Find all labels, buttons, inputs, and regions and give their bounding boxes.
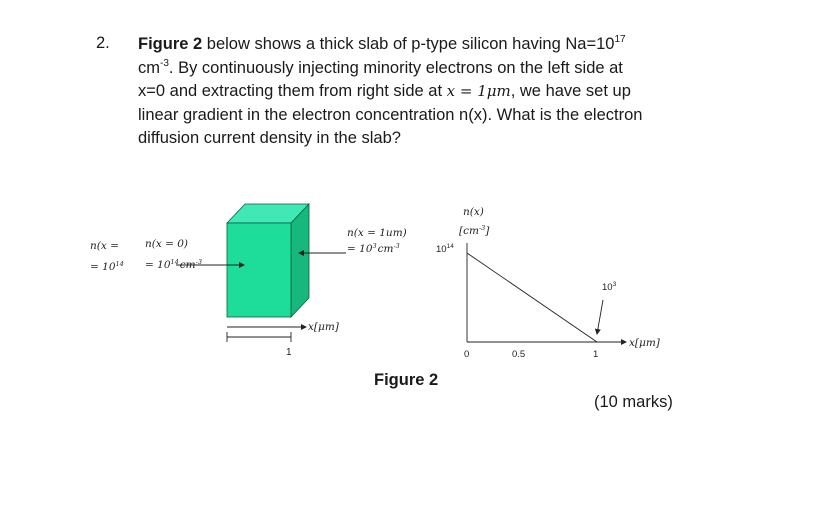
position-expression: x = 1μm <box>446 82 511 100</box>
chart-y-start-label: $10^{14}$ <box>436 243 454 255</box>
left-label-line1-b: n(x = 0) <box>145 238 189 250</box>
question-line-1-text: below shows a thick slab of p-type silicon having Na=10 <box>202 35 615 53</box>
chart-x-tick-1: 0.5 <box>512 349 526 360</box>
left-label-line2-a: = $10^{14}$ <box>90 260 124 273</box>
question-line-2-text: . By continuously injecting minority electrons on the left side at <box>168 58 623 77</box>
chart-ylabel-line1: n(x) <box>463 206 484 218</box>
left-label-line1-a: n(x = <box>90 240 119 252</box>
chart-x-tick-2: 1 <box>593 349 599 360</box>
concentration-line <box>467 253 597 342</box>
question-line-3-c: , we have set up <box>510 82 631 100</box>
chart-xlabel: x[μm] <box>629 337 660 349</box>
doping-exponent: 17 <box>614 34 626 45</box>
question-line-4: linear gradient in the electron concentration n(x). What is the electron <box>138 105 643 124</box>
figure-reference: Figure 2 <box>138 35 203 53</box>
chart-x-tick-0: 0 <box>464 349 470 360</box>
thickness-label: 1 <box>286 347 292 358</box>
right-label-line2: = $10^3cm^{-3}$ <box>347 242 400 255</box>
question-line-5: diffusion current density in the slab? <box>138 129 401 147</box>
slab-axis-label: x[μm] <box>308 321 339 333</box>
unit-cm: cm <box>138 58 160 77</box>
slab-front-face <box>227 223 291 317</box>
slab-side-face <box>291 204 309 317</box>
end-value-pointer <box>597 300 603 334</box>
unit-exponent: -3 <box>160 57 169 69</box>
slab-block <box>227 204 309 317</box>
concentration-chart <box>436 206 661 360</box>
marks-label: (10 marks) <box>594 393 673 411</box>
right-label-line1: n(x = 1um) <box>347 227 407 239</box>
question-number: 2. <box>96 34 110 52</box>
question-line-3-a: x=0 and extracting them from right side at <box>138 82 447 100</box>
chart-ylabel-line2: $[cm^{-3}]$ <box>459 224 490 237</box>
chart-y-end-label: $10^3$ <box>602 281 617 293</box>
left-label-line2-b: = $10^{14}cm^{-3}$ <box>145 258 202 271</box>
figure-caption: Figure 2 <box>374 371 439 389</box>
